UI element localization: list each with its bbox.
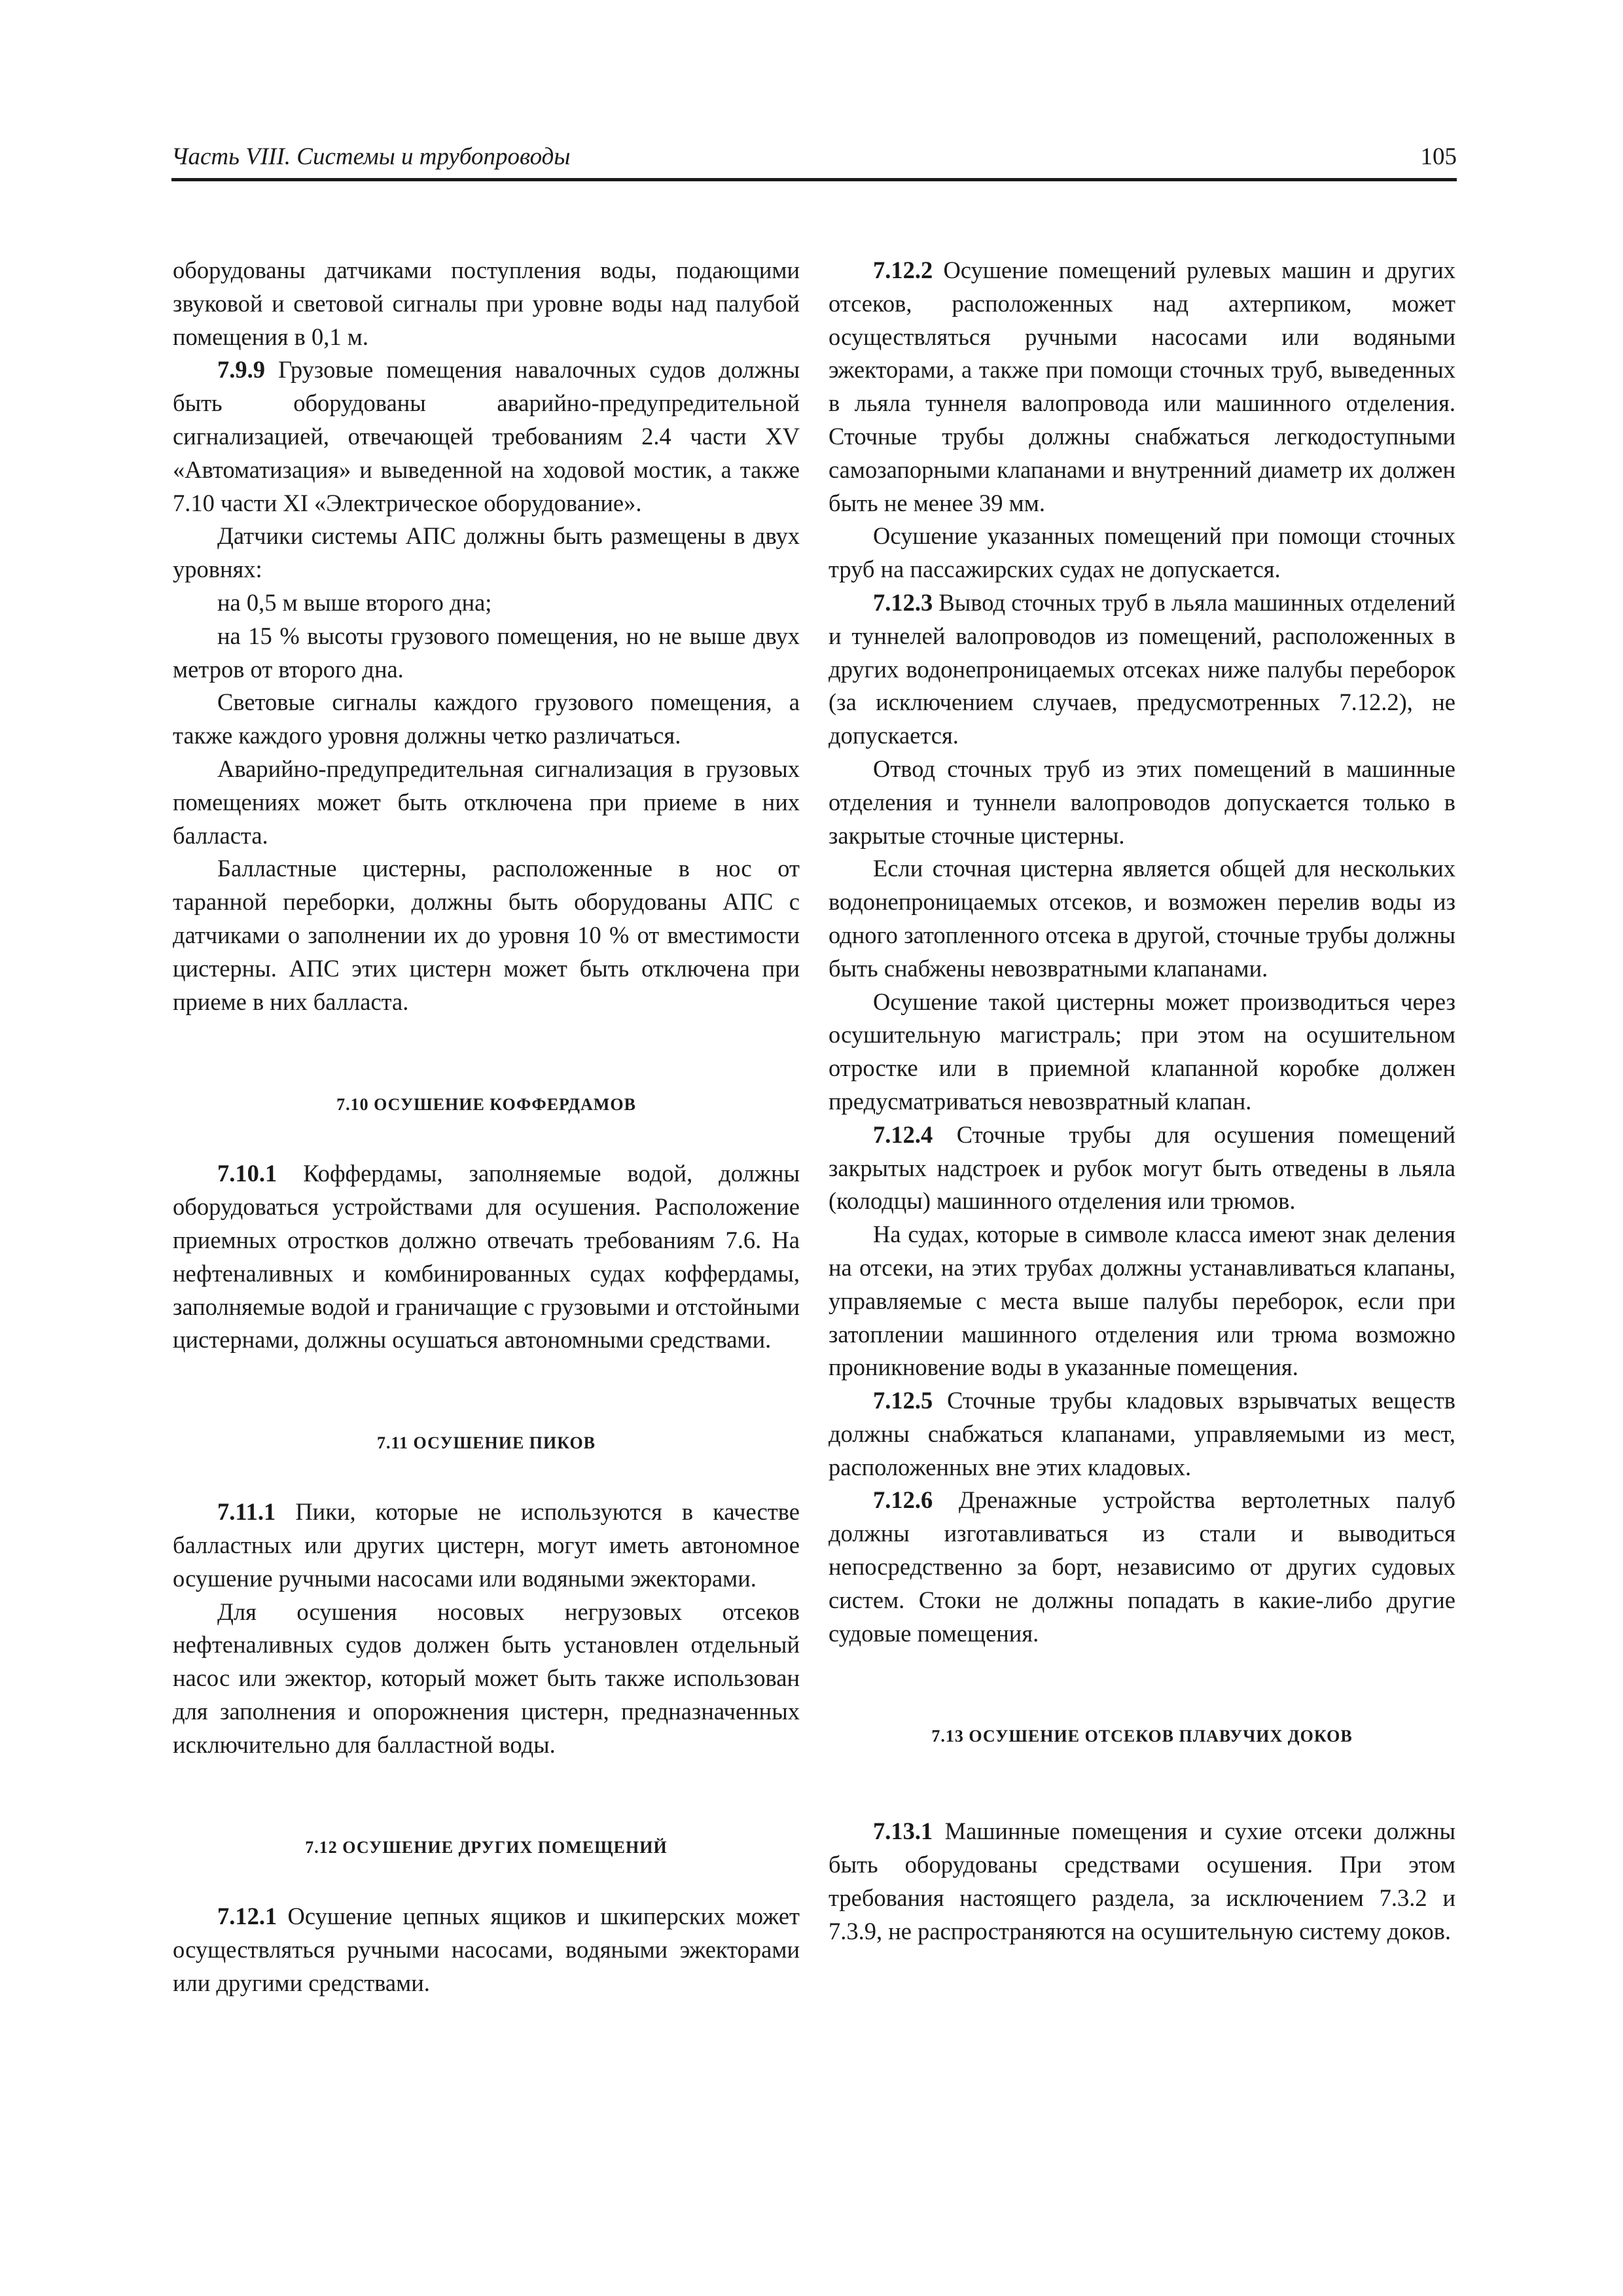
header-rule <box>171 178 1457 181</box>
right-column <box>829 254 1455 1948</box>
paragraph: на 15 % высоты грузового помещения, но не выше двух метров от второго дна. <box>173 622 800 683</box>
clause-number: 7.12.3 <box>873 588 933 616</box>
clause-number: 7.13.1 <box>873 1818 933 1845</box>
paragraph: оборудованы датчиками поступления воды, подающими звуковой и световой сигналы при уровне воды над палубой помещения в 0,1 м. <box>173 257 800 350</box>
section-heading-7-13: 7.13 ОСУШЕНИЕ ОТСЕКОВ ПЛАВУЧИХ ДОКОВ <box>931 1727 1353 1746</box>
page-header <box>171 143 1457 174</box>
clause-7-11-1: 7.11.1 Пики, которые не используются в качестве балластных или других цистерн, могут иметь автономное осушение ручными насосами или водяными эжекторами. <box>173 1498 800 1592</box>
paragraph: Осушение указанных помещений при помощи сточных труб на пассажирских судах не допускается. <box>829 522 1455 583</box>
clause-number: 7.9.9 <box>217 356 265 384</box>
clause-number: 7.12.4 <box>873 1121 933 1148</box>
paragraph: Осушение такой цистерны может производиться через осушительную магистраль; при этом на осушительном отростке или в приемной клапанной коробке должен предусматриваться невозвратный клапан. <box>829 988 1455 1115</box>
clause-7-13-1: 7.13.1 Машинные помещения и сухие отсеки должны быть оборудованы средствами осушения. При этом требования настоящего раздела, за исключением 7.3.2 и 7.3.9, не распространяются на осушительную систему доков. <box>829 1818 1455 1945</box>
clause-number: 7.12.1 <box>217 1903 277 1930</box>
paragraph: Световые сигналы каждого грузового помещения, а также каждого уровня должны четко различаться. <box>173 689 800 749</box>
left-column <box>173 254 800 2000</box>
running-title: Часть VIII. Системы и трубопроводы <box>171 143 571 170</box>
paragraph: На судах, которые в символе класса имеют знак деления на отсеки, на этих трубах должны устанавливаться клапаны, управляемые с места выше палубы переборок, если при затоплении машинного отделения или трюма возможно проникновение воды в указанные помещения. <box>829 1221 1455 1381</box>
paragraph: Отвод сточных труб из этих помещений в машинные отделения и туннели валопроводов допускается только в закрытые сточные цистерны. <box>829 755 1455 849</box>
clause-7-12-2: 7.12.2 Осушение помещений рулевых машин и других отсеков, расположенных над ахтерпиком, может осуществляться ручными насосами или водяными эжекторами, а также при помощи сточных труб, выведенных в льяла туннеля валопровода или машинного отделения. Сточные трубы должны снабжаться легкодоступными самозапорными клапанами и внутренний диаметр их должен быть не менее 39 мм. <box>829 257 1455 516</box>
clause-number: 7.12.2 <box>873 257 933 283</box>
clause-7-12-3: 7.12.3 Вывод сточных труб в льяла машинных отделений и туннелей валопроводов из помещений, расположенных в других водонепроницаемых отсеках ниже палубы переборок (за исключением случаев, предусмотренных 7.12.2), не допускается. <box>829 588 1455 749</box>
clause-number: 7.10.1 <box>217 1160 277 1187</box>
section-heading-7-11: 7.11 ОСУШЕНИЕ ПИКОВ <box>376 1433 596 1453</box>
clause-7-12-1: 7.12.1 Осушение цепных ящиков и шкиперских может осуществляться ручными насосами, водяными эжекторами или другими средствами. <box>173 1903 800 1997</box>
page-number: 105 <box>1420 143 1457 170</box>
paragraph: Для осушения носовых негрузовых отсеков нефтеналивных судов должен быть установлен отдельный насос или эжектор, который может быть также использован для заполнения и опорожнения цистерн, предназначенных исключительно для балластной воды. <box>173 1598 800 1758</box>
clause-7-12-6: 7.12.6 Дренажные устройства вертолетных палуб должны изготавливаться из стали и выводиться непосредственно за борт, независимо от других судовых систем. Стоки не должны попадать в какие-либо другие судовые помещения. <box>829 1486 1455 1647</box>
section-heading-7-12: 7.12 ОСУШЕНИЕ ДРУГИХ ПОМЕЩЕНИЙ <box>305 1838 668 1857</box>
paragraph: Аварийно-предупредительная сигнализация в грузовых помещениях может быть отключена при приеме в них балласта. <box>173 755 800 849</box>
clause-number: 7.12.6 <box>873 1486 933 1514</box>
section-heading-7-10: 7.10 ОСУШЕНИЕ КОФФЕРДАМОВ <box>336 1095 636 1115</box>
paragraph: Если сточная цистерна является общей для нескольких водонепроницаемых отсеков, и возможен перелив воды из одного затопленного отсека в другой, сточные трубы должны быть снабжены невозвратными клапанами. <box>829 855 1455 982</box>
clause-7-12-4: 7.12.4 Сточные трубы для осушения помещений закрытых надстроек и рубок могут быть отведены в льяла (колодцы) машинного отделения или трюмов. <box>829 1121 1455 1215</box>
paragraph: Датчики системы АПС должны быть размещены в двух уровнях: <box>173 522 800 583</box>
clause-7-10-1: 7.10.1 Коффердамы, заполняемые водой, должны оборудоваться устройствами для осушения. Расположение приемных отростков должно отвечать требованиям 7.6. На нефтеналивных и комбинированных судах коффердамы, заполняемые водой и граничащие с грузовыми и отстойными цистернами, должны осушаться автономными средствами. <box>173 1160 800 1354</box>
clause-7-12-5: 7.12.5 Сточные трубы кладовых взрывчатых веществ должны снабжаться клапанами, управляемыми из мест, расположенных вне этих кладовых. <box>829 1387 1455 1480</box>
clause-number: 7.12.5 <box>873 1387 933 1414</box>
paragraph: Балластные цистерны, расположенные в нос от таранной переборки, должны быть оборудованы АПС с датчиками о заполнении их до уровня 10 % от вместимости цистерны. АПС этих цистерн может быть отключена при приеме в них балласта. <box>173 855 800 1015</box>
clause-number: 7.11.1 <box>217 1498 276 1526</box>
clause-7-9-9: 7.9.9 Грузовые помещения навалочных судов должны быть оборудованы аварийно-предупредительной сигнализацией, отвечающей требованиям 2.4 части XV «Автоматизация» и выведенной на ходовой мостик, а также 7.10 части XI «Электрическое оборудование». <box>173 356 800 516</box>
paragraph: на 0,5 м выше второго дна; <box>217 588 492 616</box>
